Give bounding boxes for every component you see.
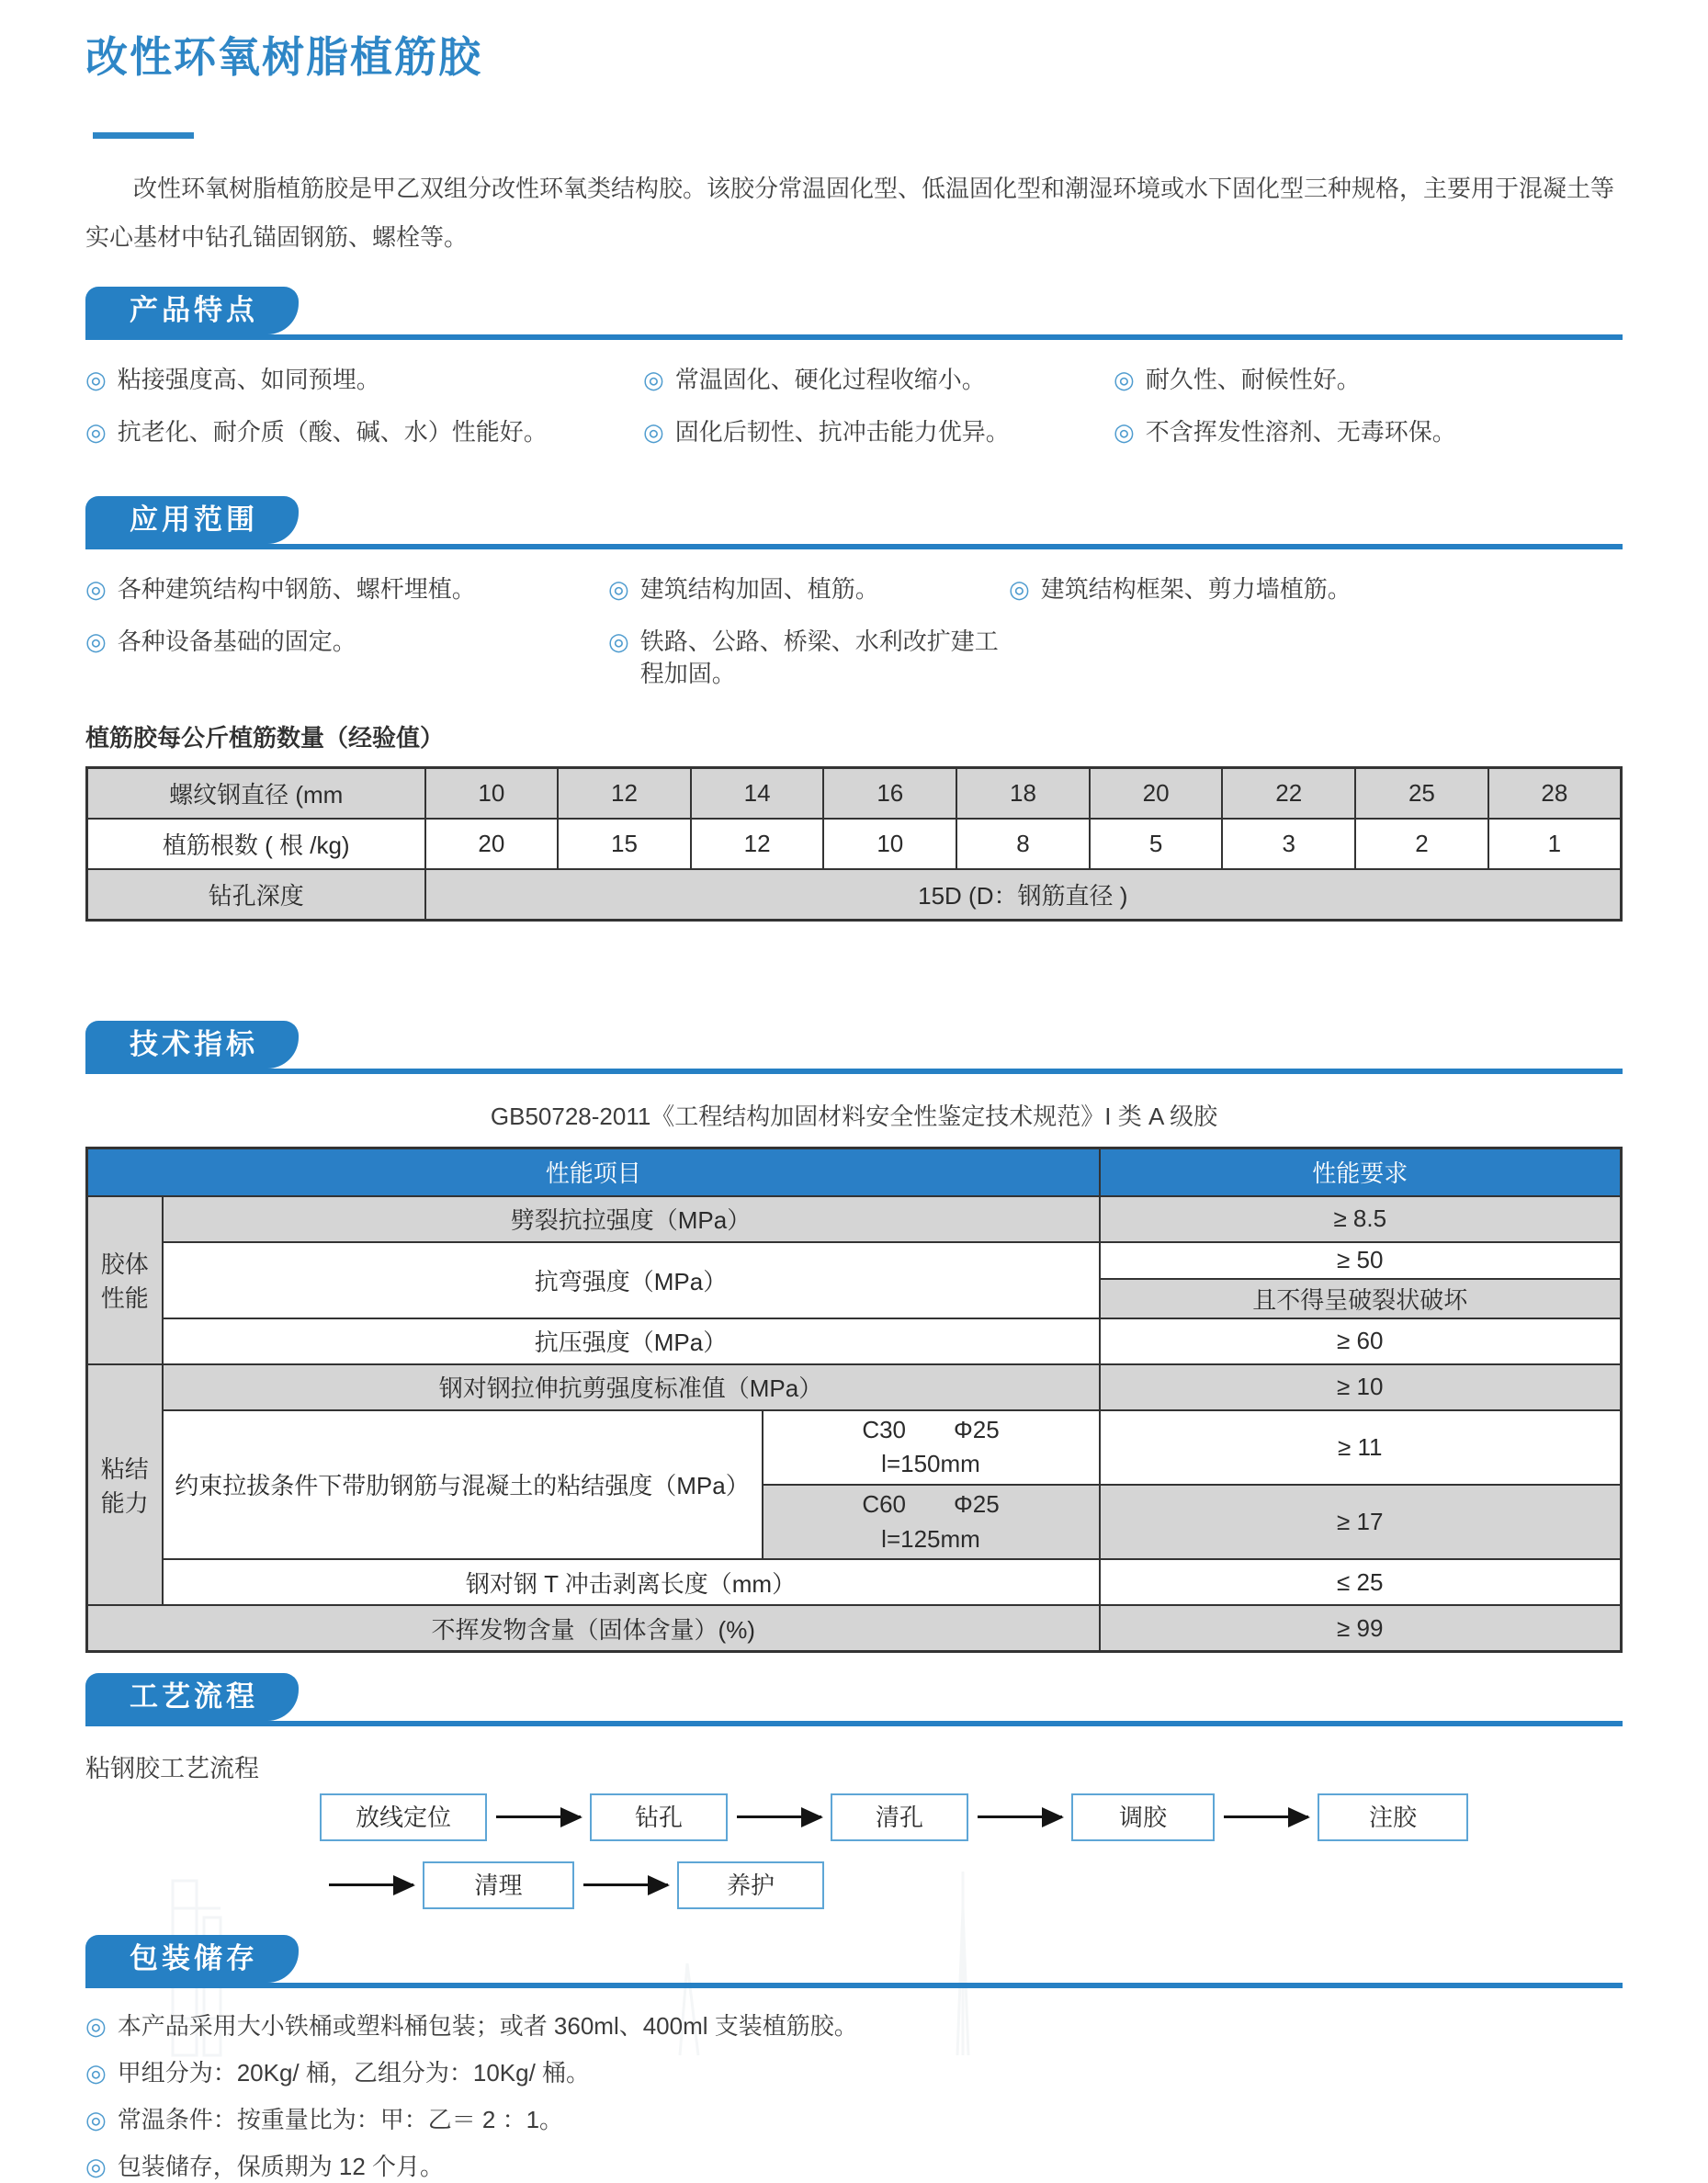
process-step-box: 清理 bbox=[423, 1861, 574, 1909]
tech-flex-req: ≥ 50 bbox=[1100, 1242, 1622, 1279]
rebar-diameter-value: 12 bbox=[558, 768, 691, 820]
ring-bullet-icon: ◎ bbox=[643, 417, 664, 446]
tech-table bbox=[85, 1147, 1623, 1653]
tech-row-nonvolatile bbox=[87, 1605, 1622, 1651]
applications-tab: 应用范围 bbox=[85, 496, 299, 544]
packaging-list bbox=[85, 2010, 1623, 2183]
arrow-right-icon bbox=[583, 1883, 668, 1886]
tech-row-compressive bbox=[87, 1318, 1622, 1364]
rebar-diameter-value: 25 bbox=[1355, 768, 1488, 820]
arrow-right-icon bbox=[1224, 1815, 1308, 1818]
ring-bullet-icon: ◎ bbox=[85, 365, 107, 393]
page-title: 改性环氧树脂植筋胶 bbox=[85, 33, 482, 81]
rebar-count-value: 5 bbox=[1090, 819, 1223, 869]
arrow-right-icon bbox=[737, 1815, 821, 1818]
feature-item bbox=[85, 416, 643, 448]
tech-shear-label: 钢对钢拉伸抗剪强度标准值（MPa） bbox=[163, 1364, 1100, 1410]
features-list bbox=[85, 364, 1623, 448]
rebar-count-value: 8 bbox=[956, 819, 1090, 869]
application-text: 各种设备基础的固定。 bbox=[117, 627, 356, 655]
packaging-text: 常温条件：按重量比为：甲：乙＝ 2 ：1。 bbox=[117, 2106, 564, 2133]
ring-bullet-icon: ◎ bbox=[85, 574, 107, 603]
rebar-count-value: 1 bbox=[1488, 819, 1622, 869]
tech-flex-req2: 且不得呈破裂状破坏 bbox=[1100, 1279, 1622, 1318]
packaging-text: 本产品采用大小铁桶或塑料桶包装；或者 360ml、400ml 支装植筋胶。 bbox=[117, 2011, 858, 2040]
rebar-diameter-value: 28 bbox=[1488, 768, 1622, 820]
tech-row-peel bbox=[87, 1559, 1622, 1605]
tech-split-label: 劈裂抗拉强度（MPa） bbox=[163, 1196, 1100, 1242]
tech-row-bond-c30 bbox=[87, 1410, 1622, 1485]
packaging-tab: 包装储存 bbox=[85, 1935, 299, 1983]
tech-row-flexural bbox=[87, 1242, 1622, 1279]
application-item bbox=[85, 626, 608, 690]
rebar-count-value: 12 bbox=[691, 819, 824, 869]
process-step-box: 注胶 bbox=[1318, 1793, 1468, 1841]
rebar-diameter-value: 14 bbox=[691, 768, 824, 820]
application-item bbox=[1009, 573, 1623, 605]
rebar-table bbox=[85, 766, 1623, 922]
arrow-right-icon bbox=[329, 1883, 413, 1886]
tech-tab: 技术指标 bbox=[85, 1021, 299, 1069]
application-item bbox=[85, 573, 608, 605]
packaging-item bbox=[85, 2104, 1623, 2136]
tech-bond-c60-grade: C60 bbox=[862, 1489, 907, 1518]
tech-bond-c30-req: ≥ 11 bbox=[1100, 1410, 1622, 1485]
rebar-diameter-value: 18 bbox=[956, 768, 1090, 820]
packaging-item bbox=[85, 2057, 1623, 2089]
process-step-box: 清孔 bbox=[831, 1793, 968, 1841]
process-tab: 工艺流程 bbox=[85, 1673, 299, 1721]
ring-bullet-icon: ◎ bbox=[85, 417, 107, 446]
packaging-item bbox=[85, 2151, 1623, 2183]
feature-item bbox=[85, 364, 643, 396]
application-item bbox=[608, 573, 1009, 605]
tech-comp-label: 抗压强度（MPa） bbox=[163, 1318, 1100, 1364]
ring-bullet-icon: ◎ bbox=[85, 627, 107, 655]
tech-peel-req: ≤ 25 bbox=[1100, 1559, 1622, 1605]
feature-text: 不含挥发性溶剂、无毒环保。 bbox=[1145, 417, 1456, 446]
application-text: 建筑结构加固、植筋。 bbox=[639, 574, 879, 603]
feature-text: 粘接强度高、如同预埋。 bbox=[117, 365, 380, 393]
rebar-depth-label: 钻孔深度 bbox=[87, 869, 425, 921]
process-subtitle: 粘钢胶工艺流程 bbox=[85, 1754, 259, 1782]
feature-item bbox=[1114, 364, 1623, 396]
tech-nonvol-label: 不挥发物含量（固体含量）(%) bbox=[87, 1605, 1100, 1651]
tech-bond-c60-len: l=125mm bbox=[881, 1524, 980, 1553]
ring-bullet-icon: ◎ bbox=[608, 627, 629, 655]
tech-bond-c30-grade: C30 bbox=[862, 1415, 907, 1443]
ring-bullet-icon: ◎ bbox=[643, 365, 664, 393]
feature-item bbox=[643, 416, 1114, 448]
ring-bullet-icon: ◎ bbox=[85, 2011, 107, 2040]
rebar-count-value: 3 bbox=[1222, 819, 1355, 869]
application-text: 各种建筑结构中钢筋、螺杆埋植。 bbox=[117, 574, 476, 603]
document-page bbox=[0, 24, 1708, 2181]
tech-col-req: 性能要求 bbox=[1100, 1148, 1622, 1196]
rebar-count-value: 2 bbox=[1355, 819, 1488, 869]
tech-standard-caption: GB50728-2011《工程结构加固材料安全性鉴定技术规范》I 类 A 级胶 bbox=[490, 1103, 1218, 1131]
rebar-depth-value: 15D (D：钢筋直径 ) bbox=[425, 869, 1622, 921]
section-header-features bbox=[85, 287, 1623, 340]
process-step-box: 放线定位 bbox=[320, 1793, 487, 1841]
section-header-applications bbox=[85, 496, 1623, 549]
tech-bond-c60-dia: Φ25 bbox=[954, 1489, 1000, 1518]
applications-list bbox=[85, 573, 1623, 690]
rebar-diameter-value: 10 bbox=[425, 768, 559, 820]
ring-bullet-icon: ◎ bbox=[85, 2058, 107, 2087]
tech-bond-c30-cond bbox=[763, 1410, 1100, 1485]
rebar-diameter-row bbox=[87, 768, 1622, 820]
packaging-text: 甲组分为：20Kg/ 桶，乙组分为：10Kg/ 桶。 bbox=[117, 2058, 591, 2087]
ring-bullet-icon: ◎ bbox=[1009, 574, 1030, 603]
feature-item bbox=[643, 364, 1114, 396]
ring-bullet-icon: ◎ bbox=[1114, 365, 1135, 393]
application-text: 铁路、公路、桥梁、水利改扩建工程加固。 bbox=[639, 627, 999, 687]
packaging-text: 包装储存，保质期为 12 个月。 bbox=[117, 2153, 445, 2181]
packaging-item bbox=[85, 2010, 1623, 2042]
title-underline bbox=[93, 132, 194, 139]
rebar-count-value: 20 bbox=[425, 819, 559, 869]
application-text: 建筑结构框架、剪力墙植筋。 bbox=[1040, 574, 1352, 603]
rebar-count-label: 植筋根数 ( 根 /kg) bbox=[87, 819, 425, 869]
intro-paragraph: 改性环氧树脂植筋胶是甲乙双组分改性环氧类结构胶。该胶分常温固化型、低温固化型和潮湿环境或水下固化型三种规格，主要用于混凝土等实心基材中钻孔锚固钢筋、螺栓等。 bbox=[85, 175, 1615, 252]
tech-bond-label: 约束拉拔条件下带肋钢筋与混凝土的粘结强度（MPa） bbox=[163, 1410, 763, 1560]
arrow-right-icon bbox=[978, 1815, 1062, 1818]
section-header-process bbox=[85, 1673, 1623, 1726]
rebar-diameter-value: 16 bbox=[823, 768, 956, 820]
rebar-depth-row bbox=[87, 869, 1622, 921]
tech-group-bond: 粘结能力 bbox=[87, 1364, 163, 1606]
rebar-count-row bbox=[87, 819, 1622, 869]
feature-text: 常温固化、硬化过程收缩小。 bbox=[674, 365, 986, 393]
tech-split-req: ≥ 8.5 bbox=[1100, 1196, 1622, 1242]
feature-text: 耐久性、耐候性好。 bbox=[1145, 365, 1361, 393]
ring-bullet-icon: ◎ bbox=[85, 2153, 107, 2181]
rebar-count-value: 10 bbox=[823, 819, 956, 869]
tech-peel-label: 钢对钢 T 冲击剥离长度（mm） bbox=[163, 1559, 1100, 1605]
rebar-diameter-value: 22 bbox=[1222, 768, 1355, 820]
tech-flex-label: 抗弯强度（MPa） bbox=[163, 1242, 1100, 1318]
rebar-table-caption: 植筋胶每公斤植筋数量（经验值） bbox=[85, 724, 445, 752]
tech-row-shear bbox=[87, 1364, 1622, 1410]
rebar-diameter-label: 螺纹钢直径 (mm bbox=[87, 768, 425, 820]
rebar-diameter-value: 20 bbox=[1090, 768, 1223, 820]
tech-bond-c60-cond bbox=[763, 1485, 1100, 1559]
tech-group-body: 胶体性能 bbox=[87, 1196, 163, 1364]
process-step-box: 钻孔 bbox=[590, 1793, 728, 1841]
tech-bond-c60-req: ≥ 17 bbox=[1100, 1485, 1622, 1559]
tech-nonvol-req: ≥ 99 bbox=[1100, 1605, 1622, 1651]
tech-header-row bbox=[87, 1148, 1622, 1196]
ring-bullet-icon: ◎ bbox=[608, 574, 629, 603]
tech-row-split-tensile bbox=[87, 1196, 1622, 1242]
feature-text: 抗老化、耐介质（酸、碱、水）性能好。 bbox=[117, 417, 548, 446]
tech-bond-c30-dia: Φ25 bbox=[954, 1415, 1000, 1443]
process-flow-row2 bbox=[320, 1861, 1623, 1909]
feature-item bbox=[1114, 416, 1623, 448]
features-tab: 产品特点 bbox=[85, 287, 299, 334]
rebar-count-value: 15 bbox=[558, 819, 691, 869]
tech-bond-c30-len: l=150mm bbox=[881, 1450, 980, 1478]
feature-text: 固化后韧性、抗冲击能力优异。 bbox=[674, 417, 1010, 446]
tech-shear-req: ≥ 10 bbox=[1100, 1364, 1622, 1410]
process-flow-row1 bbox=[320, 1793, 1623, 1841]
arrow-right-icon bbox=[496, 1815, 581, 1818]
application-item bbox=[608, 626, 1009, 690]
process-step-box: 养护 bbox=[677, 1861, 824, 1909]
process-step-box: 调胶 bbox=[1071, 1793, 1215, 1841]
tech-col-item: 性能项目 bbox=[87, 1148, 1100, 1196]
section-header-tech bbox=[85, 1021, 1623, 1074]
ring-bullet-icon: ◎ bbox=[1114, 417, 1135, 446]
tech-comp-req: ≥ 60 bbox=[1100, 1318, 1622, 1364]
ring-bullet-icon: ◎ bbox=[85, 2106, 107, 2133]
section-header-packaging bbox=[85, 1935, 1623, 1988]
